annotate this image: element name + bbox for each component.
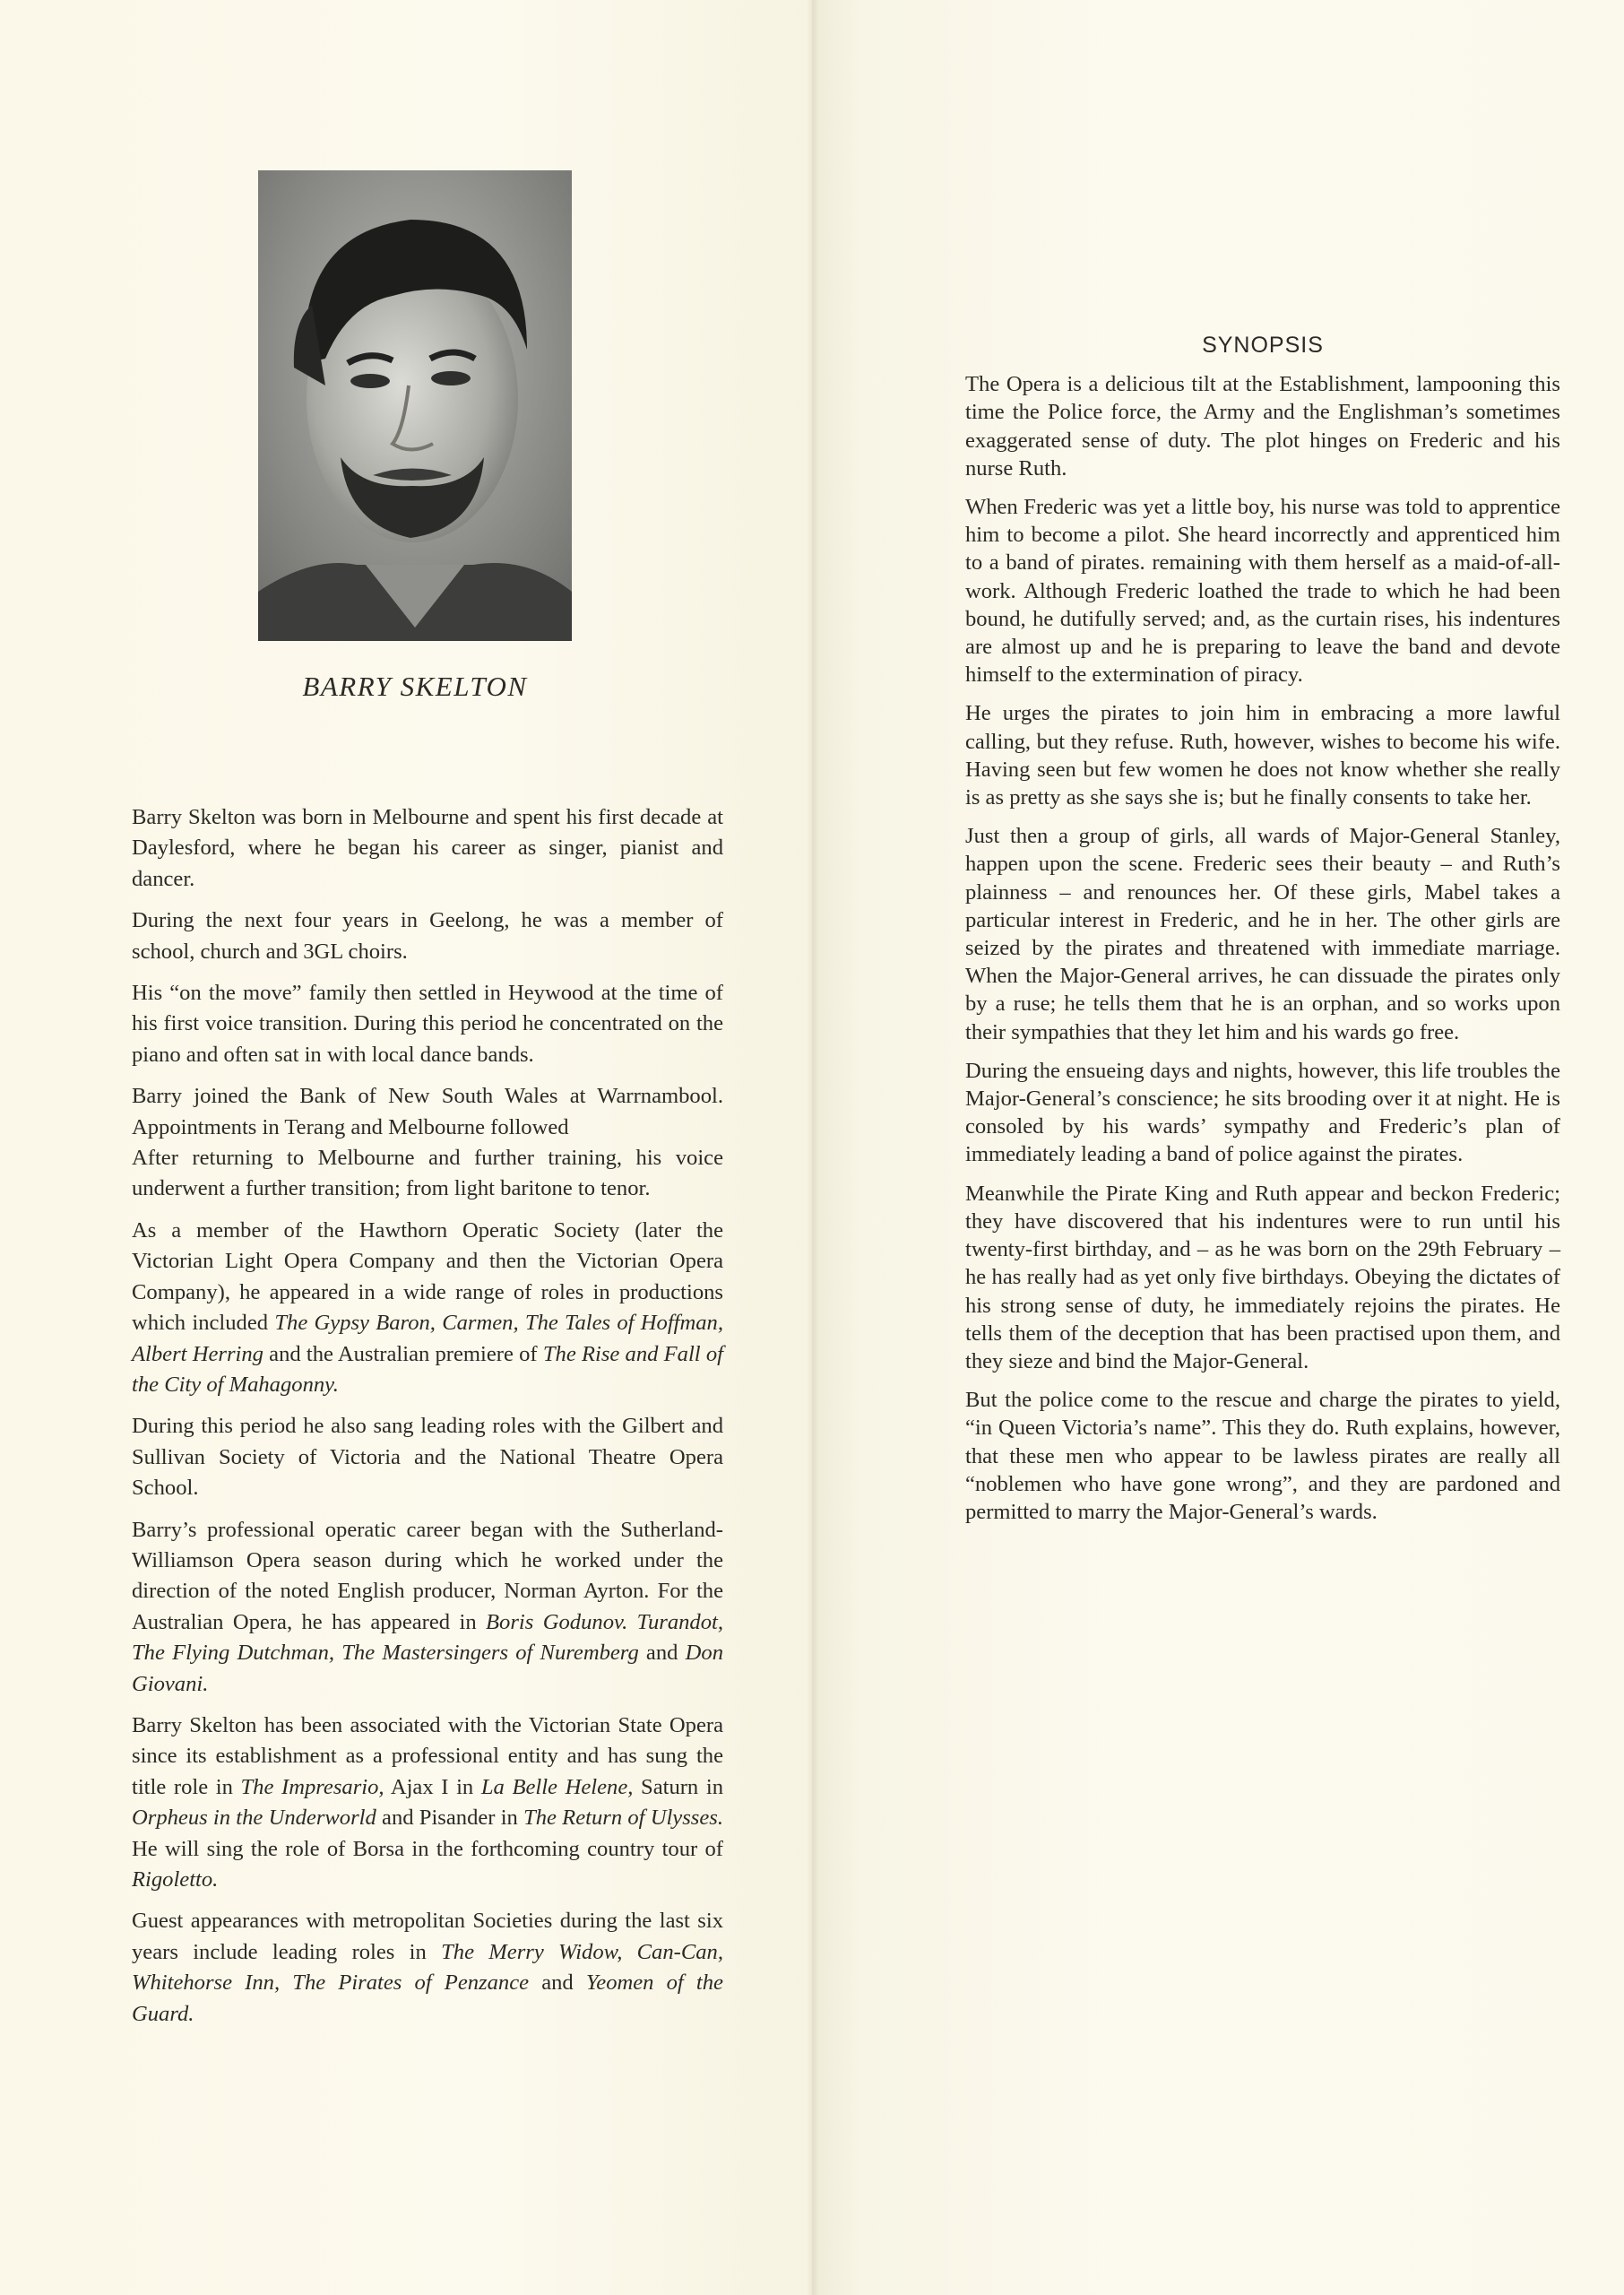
bio-text: and [638,1641,686,1666]
bio-paragraph [132,1515,723,1700]
bio-text: Guest appearances with metropolitan Societies during the last six years include leading roles in [132,1909,723,1964]
bio-paragraph: During this period he also sang leading roles with the Gilbert and Sullivan Society of Victoria and the National Theatre Opera School. [132,1414,723,1501]
bio-text: and Pisander in [376,1806,524,1831]
bio-text: As a member of the Hawthorn Operatic Society (later the Victorian Light Opera Company and then the Victorian Opera Company), he appeared in a wide range of roles in productions which included [132,1217,723,1336]
production-title: Don Giovani. [132,1641,723,1696]
production-title: The Impresario, [240,1774,384,1799]
portrait-photo [258,170,572,641]
synopsis-heading: SYNOPSIS [1202,333,1324,358]
production-title: Yeomen of the Guard. [132,1970,723,2026]
synopsis-paragraph: The Opera is a delicious tilt at the Establishment, lampooning this time the Police force, the Army and the Englishman’s sometimes exaggerated sense of duty. The plot hinges on Frederic and his nurse Ruth. [965,372,1560,481]
synopsis-paragraph: But the police come to the rescue and charge the pirates to yield, “in Queen Victoria’s name”. This they do. Ruth explains, however, that these men who appear to be lawless pirates are really all “noblemen who have gone wrong”, and they are pardoned and permitted to marry the Major-General’s wards. [965,1388,1560,1524]
synopsis-column [965,332,1560,1537]
production-titles: Boris Godunov. Turandot, The Flying Dutchman, The Mastersingers of Nuremberg [132,1609,723,1666]
production-titles: The Merry Widow, Can-Can, Whitehorse Inn, The Pirates of Penzance [132,1939,723,1996]
photo-caption: BARRY SKELTON [302,671,528,702]
production-titles: The Gypsy Baron, Carmen, The Tales of Hoffman, Albert Herring [132,1311,723,1366]
production-title: Rigoletto. [132,1867,219,1892]
bio-text: Barry joined the Bank of New South Wales at Warrnambool. Appointments in Terang and Melbourne followed [132,1084,723,1139]
bio-paragraph: After returning to Melbourne and further training, his voice underwent a further transition; from light baritone to tenor. [132,1146,723,1201]
bio-paragraph [132,1216,723,1400]
synopsis-paragraph: When Frederic was yet a little boy, his nurse was told to apprentice him to become a pilot. She heard incorrectly and apprenticed him to a band of pirates. remaining with them herself as a maid-of-all-work. Although Frederic loathed the trade to which he had been bound, he dutifully served; and, as the curtain rises, his indentures are almost up and he is preparing to leave the band and devote himself to the extermination of piracy. [965,495,1560,688]
production-title: La Belle Helene, [480,1774,634,1799]
production-title: The Rise and Fall of the City of Mahagonny. [132,1341,723,1397]
production-title: Orpheus in the Underworld [132,1806,376,1831]
synopsis-paragraph: During the ensueing days and nights, however, this life troubles the Major-General’s conscience; he sits brooding over it at night. He is consoled by his wards’ sympathy and Frederic’s plan of immediately leading a band of police against the pirates. [965,1058,1560,1167]
bio-paragraph [132,1710,723,1895]
synopsis-paragraph: Just then a group of girls, all wards of Major-General Stanley, happen upon the scene. Frederic sees their beauty – and Ruth’s plainness – and renounces her. Of these girls, Mabel takes a particular interest in Frederic, and he in her. The other girls are seized by the pirates and threatened with immediate marriage. When the Major-General arrives, he can dissuade the pirates only by a ruse; he tells them that he is an orphan, and so works upon their sympathies that they let him and his wards go free. [965,824,1560,1044]
biography-column [132,802,723,2040]
bio-text: and [529,1970,586,1996]
bio-text: and the Australian premiere of [263,1341,543,1366]
production-title: The Return of Ulysses. [523,1806,723,1831]
bio-text: Barry Skelton has been associated with the Victorian State Opera since its establishment as a professional entity and has sung the title role in [132,1712,723,1799]
bio-text: He will sing the role of Borsa in the forthcoming country tour of [132,1836,723,1861]
synopsis-paragraph: He urges the pirates to join him in embracing a more lawful calling, but they refuse. Ruth, however, wishes to become his wife. Having seen but few women he does not know whether she really is as pretty as she says she is; but he finally consents to take her. [965,701,1560,810]
bio-paragraph [132,1906,723,2030]
bio-text: Barry’s professional operatic career began with the Sutherland-Williamson Opera season during which he worked under the direction of the noted English producer, Norman Ayrton. For the Australian Opera, he has appeared in [132,1517,723,1634]
page-fold [807,0,819,2295]
bio-paragraph [132,1081,723,1143]
bio-paragraph: Barry Skelton was born in Melbourne and spent his first decade at Daylesford, where he began his career as singer, pianist and dancer. [132,805,723,891]
synopsis-paragraph: Meanwhile the Pirate King and Ruth appear and beckon Frederic; they have discovered that his indentures were to run until his twenty-first birthday, and – as he was born on the 29th February – he has really had as yet only five birthdays. Obeying the dictates of his strong sense of duty, he immediately rejoins the pirates. He tells them of the deception that has been practised upon them, and they sieze and bind the Major-General. [965,1181,1560,1373]
bio-text: Ajax I in [384,1774,481,1799]
bio-text: Saturn in [633,1774,723,1799]
bio-paragraph: His “on the move” family then settled in Heywood at the time of his first voice transition. During this period he concentrated on the piano and often sat in with local dance bands. [132,981,723,1067]
bio-paragraph: During the next four years in Geelong, he was a member of school, church and 3GL choirs. [132,908,723,964]
